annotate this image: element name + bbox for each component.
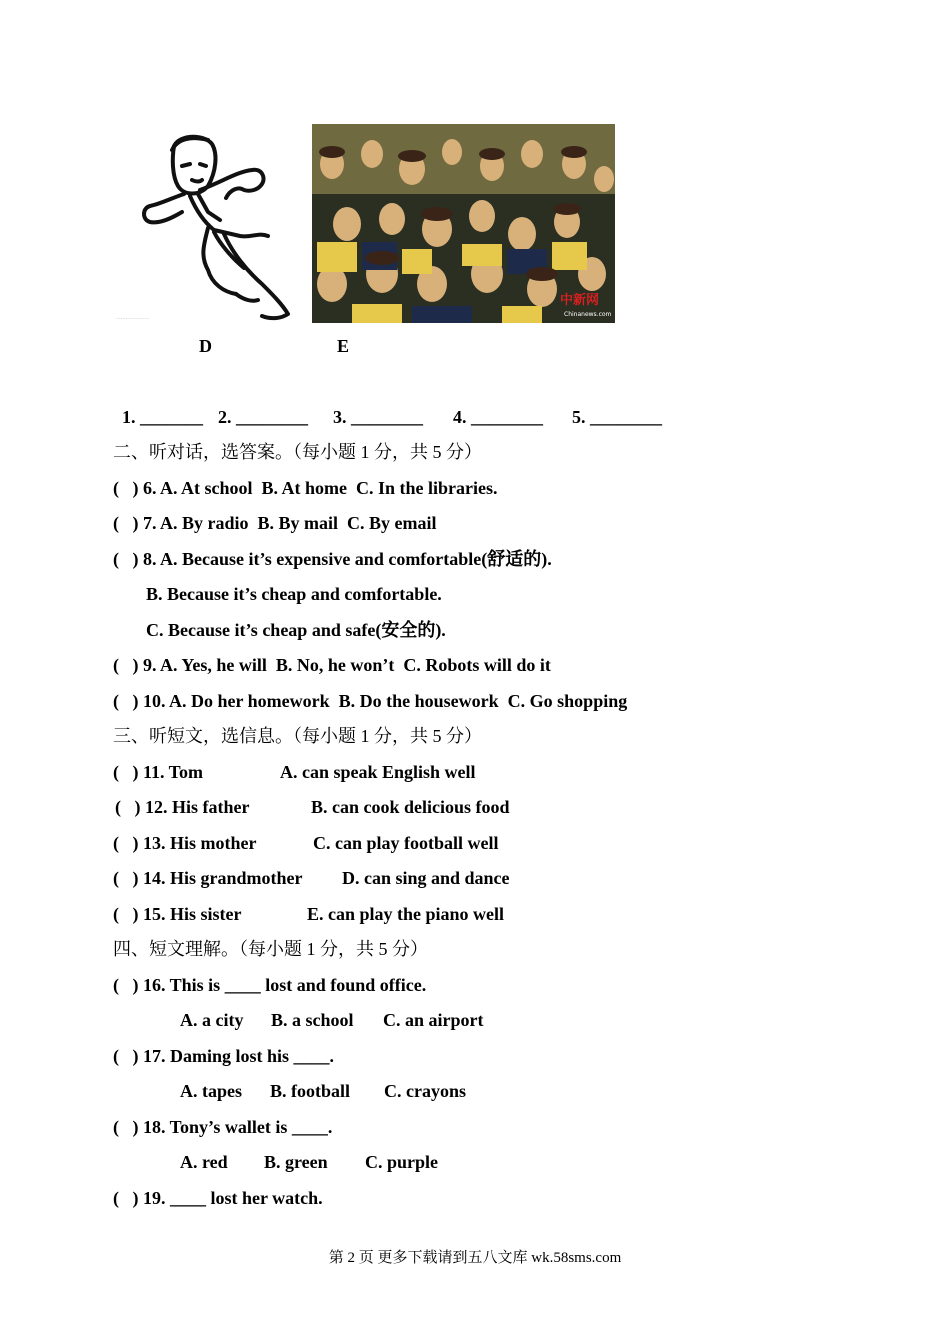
question-13: ( ) 13. His mother [113, 833, 257, 853]
section2-heading: 二、听对话，选答案。（每小题 1 分，共 5 分） [113, 442, 482, 462]
option-e-info: E. can play the piano well [307, 904, 505, 924]
cheering-crowd-picture [312, 124, 615, 323]
option-d-info: D. can sing and dance [342, 868, 510, 888]
section3-heading: 三、听短文，选信息。（每小题 1 分，共 5 分） [113, 726, 482, 746]
running-man-icon [112, 124, 302, 324]
section4-heading: 四、短文理解。（每小题 1 分，共 5 分） [113, 939, 428, 959]
picture-e-label: E [337, 336, 350, 356]
question-7: ( ) 7. A. By radio B. By mail C. By email [113, 513, 437, 533]
question-8: ( ) 8. A. Because it’s expensive and comfortable(舒适的). [113, 549, 552, 569]
question-17-option-c: C. crayons [384, 1081, 466, 1101]
option-c-info: C. can play football well [313, 833, 499, 853]
question-17-option-b: B. football [270, 1081, 351, 1101]
answer-blank-1: 1. _______ [122, 407, 203, 427]
question-16: ( ) 16. This is ____ lost and found office. [113, 975, 427, 995]
question-16-option-c: C. an airport [383, 1010, 484, 1030]
question-16-option-b: B. a school [271, 1010, 354, 1030]
crowd-watermark-url: Chinanews.com [564, 311, 612, 318]
crowd-photo-icon [312, 124, 615, 323]
question-8-option-c: C. Because it’s cheap and safe(安全的). [146, 620, 446, 640]
picture-d-label: D [199, 336, 212, 356]
question-17: ( ) 17. Daming lost his ____. [113, 1046, 335, 1066]
answer-blank-3: 3. ________ [333, 407, 423, 427]
question-18-option-b: B. green [264, 1152, 328, 1172]
question-16-option-a: A. a city [180, 1010, 244, 1030]
answer-blank-5: 5. ________ [572, 407, 662, 427]
page-footer: 第 2 页 更多下载请到五八文库 wk.58sms.com [328, 1250, 622, 1266]
answer-blank-4: 4. ________ [453, 407, 543, 427]
running-man-picture [112, 124, 302, 324]
question-10: ( ) 10. A. Do her homework B. Do the housework C. Go shopping [113, 691, 628, 711]
question-15: ( ) 15. His sister [113, 904, 242, 924]
question-9: ( ) 9. A. Yes, he will B. No, he won’t C. Robots will do it [113, 655, 551, 675]
question-11: ( ) 11. Tom [113, 762, 204, 782]
question-17-option-a: A. tapes [180, 1081, 242, 1101]
question-6: ( ) 6. A. At school B. At home C. In the libraries. [113, 478, 498, 498]
picture-d-watermark: ····················· [116, 316, 150, 322]
question-18-option-a: A. red [180, 1152, 228, 1172]
crowd-watermark: 中新网 [560, 293, 600, 308]
question-18-option-c: C. purple [365, 1152, 439, 1172]
answer-blank-2: 2. ________ [218, 407, 308, 427]
option-a-info: A. can speak English well [280, 762, 476, 782]
question-18: ( ) 18. Tony’s wallet is ____. [113, 1117, 333, 1137]
question-8-option-b: B. Because it’s cheap and comfortable. [146, 584, 442, 604]
question-12: ( ) 12. His father [115, 797, 250, 817]
question-14: ( ) 14. His grandmother [113, 868, 303, 888]
option-b-info: B. can cook delicious food [311, 797, 510, 817]
question-19: ( ) 19. ____ lost her watch. [113, 1188, 323, 1208]
